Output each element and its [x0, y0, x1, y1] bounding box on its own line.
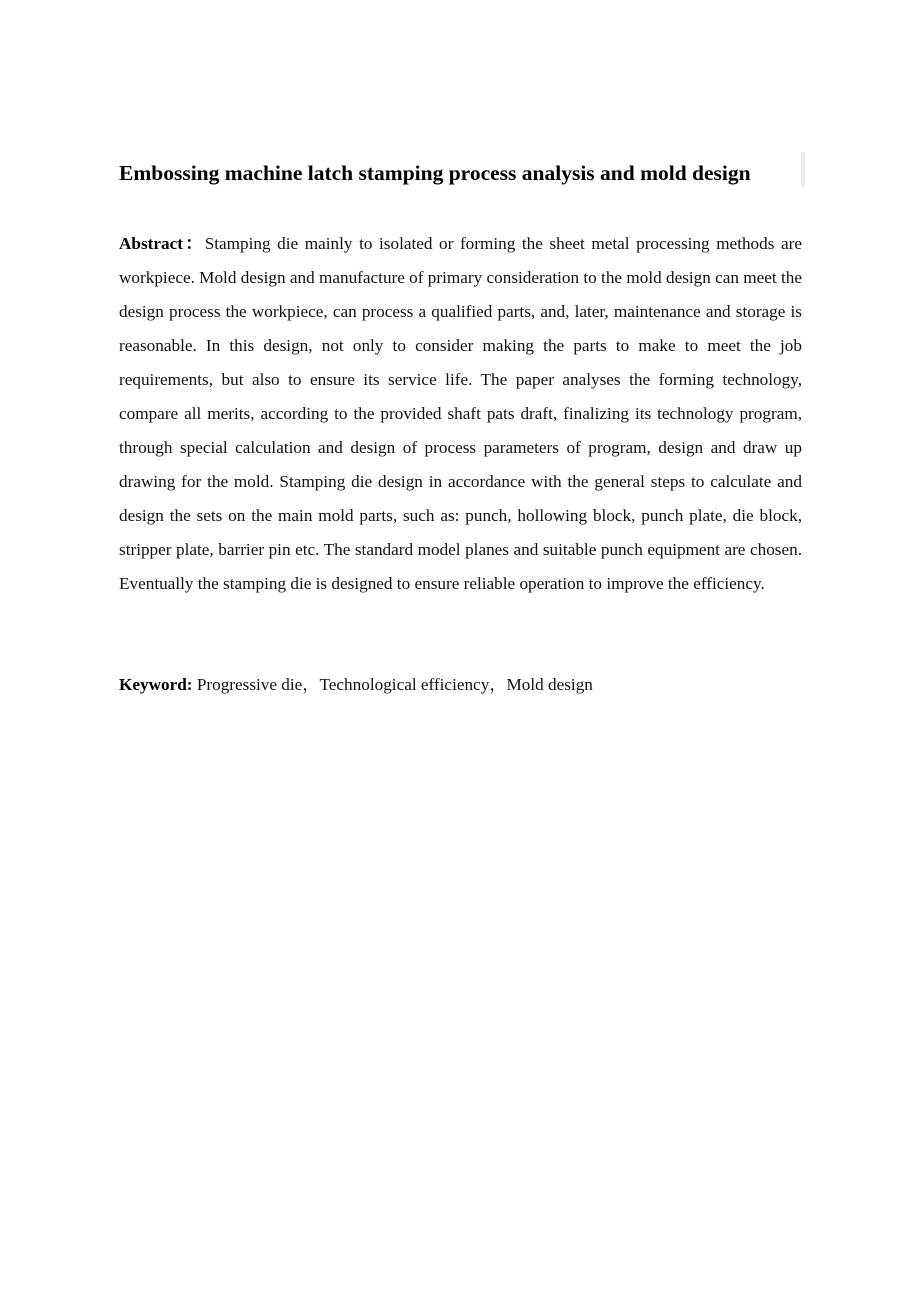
abstract-paragraph	[119, 227, 802, 601]
keywords-line	[119, 668, 802, 702]
abstract-label: Abstract：	[119, 234, 205, 253]
title-edge-mark	[801, 152, 805, 187]
keywords-label: Keyword:	[119, 675, 193, 694]
abstract-text: Stamping die mainly to isolated or forming the sheet metal processing methods are workpiece. Mold design and manufacture of primary consideration to the mold design can meet the design process the workpiece, can process a qualified parts, and, later, maintenance and storage is reasonable. In this design, not only to consider making the parts to make to meet the job requirements, but also to ensure its service life. The paper analyses the forming technology, compare all merits, according to the provided shaft pats draft, finalizing its technology program, through special calculation and design of process parameters of program, design and draw up drawing for the mold. Stamping die design in accordance with the general steps to calculate and design the sets on the main mold parts, such as: punch, hollowing block, punch plate, die block, stripper plate, barrier pin etc. The standard model planes and suitable punch equipment are chosen. Eventually the stamping die is designed to ensure reliable operation to improve the efficiency.	[119, 234, 802, 593]
keywords-text: Progressive die，Technological efficiency，Mold design	[192, 675, 593, 694]
page-title: Embossing machine latch stamping process analysis and mold design	[119, 161, 751, 185]
